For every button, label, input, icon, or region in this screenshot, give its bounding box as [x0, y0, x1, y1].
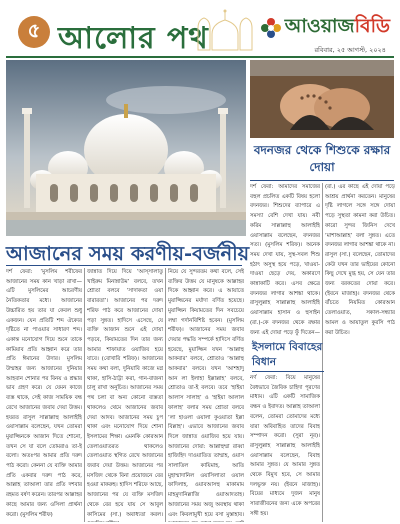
- mosque-illustration-icon: [6, 60, 246, 236]
- column-divider: [165, 268, 166, 522]
- section-title: আলোর পথ: [58, 21, 209, 56]
- mosque-ornament-icon: [190, 8, 260, 54]
- main-article-column-3: নিয়ে যে সুন্দরতম কথা বলে, সেই ব্যক্তির উত্তম যে মানুষকে আল্লাহর দিকে আহ্বান করে। এ আয়াতে মুয়াজ্জিনের মর্যাদা বর্ণিত হয়েছে। মুয়াজ্জিন কিয়ামতের দিন সবচেয়ে লম্বা গর্দানবিশিষ্ট হবেন। (মুসলিম শরীফ)। আজানের সময় জবাব দেয়ার পদ্ধতি সম্পর্কে হাদিসে বর্ণিত হয়েছে, মুয়াজ্জিন যখন ‘আল্লাহু আকবার’ বলবে, শ্রোতাও ‘আল্লাহু আকবার’ বলবে। যখন ‘আশহাদু আন লা ইলাহা ইল্লাল্লাহ’ বলবে, শ্রোতাও তা-ই বলবে। তবে ‘হাইয়া আলাস সালাহ’ ও ‘হাইয়া আলাল ফালাহ’ বলার সময় শ্রোতা বলবে ‘লা হাওলা ওয়ালা কুওয়াতা ইল্লা বিল্লাহ’। এভাবে আজানের জবাব দিলে জান্নাত ওয়াজিব হয়ে যায়। আজানের দোয়া: আল্লাহুম্মা রাব্বা হাজিহিদ দাওয়াতিত তাম্মাহ, ওয়াস সালাতিল কায়িমাহ, আতি মুহাম্মাদানিল ওয়াসিলাতা ওয়াল ফাদিলাহ, ওয়াবআসহু মাকামাম মাহমুদানিল্লাজি ওয়াআদতাহ। আজানের সময় অজু অবস্থায় থাকা এবং কিবলামুখী হয়ে বসা মুস্তাহাব।: [168, 269, 244, 518]
- main-headline-underline: [6, 265, 242, 266]
- page-number-badge: ৫: [18, 16, 50, 48]
- marriage-headline-underline: [252, 371, 324, 372]
- dua-article-column-right: (রা.) এর কাছে এই দোয়া পড়ে আশ্রয় প্রার্থনা করতেন। মানুষের দৃষ্টি লাগলে সঙ্গে সঙ্গে দোয়া পড়ে সুস্থতা কামনা করা উচিত। কারো সুন্দর জিনিস দেখে ‘মাশাআল্লাহ’ বলা সুন্নত। এতে বদনজর লাগার আশঙ্কা থাকে না। রাসুল (সা.) বলেছেন, তোমাদের কেউ যখন তার ভাইয়ের কোনো কিছু দেখে মুগ্ধ হয়, সে যেন তার জন্য বরকতের দোয়া করে। (ইবনে মাজাহ)। বদনজর থেকে বাঁচতে নিয়মিত কোরআন তেলাওয়াত, সকাল-সন্ধ্যার আমল ও আয়াতুল কুরসি পাঠ করা উচিত।: [325, 184, 395, 336]
- brand-name: আওয়াজবিডি: [284, 15, 390, 37]
- dua-headline-underline: [250, 180, 394, 181]
- praying-hands-photo: [250, 60, 394, 138]
- brand-logo: [259, 12, 390, 44]
- marriage-article-column-left: নর্ণ ফেরা: বিয়ে মানুষের বৈধভাবে জৈবিক চাহিদা পূরণের মাধ্যম। এটি একটি সামাজিক বন্ধন ও ইবাদত। আল্লাহ তাআলা বলেন, তোমরা তোমাদের মধ্যে যারা অবিবাহিত তাদের বিবাহ সম্পাদন করো। (সুরা নূর)। রাসুলুল্লাহ সাল্লাল্লাহু আলাইহি ওয়াসাল্লাম বলেছেন, বিবাহ আমার সুন্নত। যে আমার সুন্নত থেকে বিমুখ হবে, সে আমার দলভুক্ত নয়। (ইবনে মাজাহ)। বিয়ের মাধ্যমে দুজন মানুষ সারাজীবনের জন্য একে অপরের সঙ্গী হয়।: [250, 375, 320, 517]
- header-divider: [6, 56, 394, 58]
- dua-article-column-left: দর্শ ফেরা: আমাদের সমাজের বহুল প্রচলিত একটি বিষয় হলো বদনজর। শিশুদের ব্যাপারে এ সমস্যা বেশি দেখা যায়। নবী করিম সাল্লাল্লাহু আলাইহি ওয়াসাল্লাম বলেছেন, বদনজর সত্য। (মুসলিম শরিফ)। অনেক সময় দেখা যায়, সুস্থ-সবল শিশু হঠাৎ অসুস্থ হয়ে পড়ে, খাওয়া-দাওয়া ছেড়ে দেয়, অকারণে কান্নাকাটি করে। এসব ক্ষেত্রে বদনজর লাগার আশঙ্কা থাকে। রাসুলুল্লাহ সাল্লাল্লাহু আলাইহি ওয়াসাল্লাম হাসান ও হুসাইন (রা.)-কে বদনজর থেকে রক্ষার জন্য এই দোয়া পড়ে ফুঁ দিতেন—: [250, 184, 320, 336]
- praying-hands-icon: [250, 60, 394, 138]
- publication-date: রবিবার, ২৫ আগস্ট, ২০২৪: [314, 46, 386, 54]
- marriage-article-headline: ইসলামে বিবাহের বিধান: [252, 341, 323, 368]
- dua-article-headline: বদনজর থেকে শিশুকে রক্ষার দোয়া: [253, 143, 391, 174]
- flower-logo-icon: [259, 16, 283, 40]
- column-divider: [84, 268, 85, 522]
- mosque-photo: [6, 60, 246, 236]
- main-article-column-1: দর্শ ফেরা: ‘মুসলিম শরীফের আজানের সময় কান খাড়া রাখা—এটি মুসলিমের আচরণীয় নৈতিকতার মধ্যে। আজানের উচ্চারিত হয় তার যা কেবল শুধু একজন। যেন প্রতিটি শব্দ ঐক্যের দৃষ্টিতে না পাওয়ার সাধারণ শব্দ। একান্ত মনোযোগ দিয়ে শুনে তাকে কামিয়াব প্রতি আহ্বান করে তার প্রতি ঈমানের উদার। মুসলিম উম্মাহর জন্য আজানের দুনিয়ার আহবান শোনার পর বিনয় ও শ্রদ্ধার ভাব গ্রহণ করে। যে যেমন কাজে ব্যস্ত থাকে, সেই কাজ সাময়িক বন্ধ রেখে আজানের জবাব দেয়া উত্তম। হযরত রাসুল সাল্লাল্লাহু আলাইহি ওয়াসাল্লাম বলেছেন, যখন তোমরা মুয়াজ্জিনকে আজান দিতে শোনো, তখন সে যা বলে তোমরাও তা-ই বলো। অতঃপর আমার প্রতি দরুদ পাঠ করো। কেননা যে ব্যক্তি আমার প্রতি একবার দরুদ পাঠ করে, আল্লাহ তাআলা তার প্রতি দশবার রহমত বর্ষণ করেন। তারপর আল্লাহর কাছে আমার জন্য ওসিলা প্রার্থনা করো। (মুসলিম শরীফ): [6, 269, 82, 518]
- main-article-column-2: জান্নাত দিয়ে দিয়ে ‘আস্সালাতু খাইরুম মিনান্নাউম’ বলবে, তখন শ্রোতা বলবে ‘সাদাকতা ওয়া বারারতা’। আজানের পর দরুদ শরিফ পাঠ করে আজানের দোয়া পড়া সুন্নত। হাদিসে এসেছে, যে ব্যক্তি আজান শুনে এই দোয়া পড়বে, কিয়ামতের দিন তার জন্য আমার শাফায়াত ওয়াজিব হয়ে যাবে। (বোখারি শরিফ)। আজানের সময় কথা বলা, দুনিয়াবি কাজে মগ্ন থাকা, হাসি-ঠাট্টা করা, গান-বাজনা চালু রাখা অনুচিত। আজানের সময় পথ চলা বা অন্য কোনো ব্যস্ততা থাকলেও থেমে আজানের জবাব দেয়া আদব। আজানের সময় চুপ থাকা এবং মনোযোগ দিয়ে শোনা ইসলামের শিক্ষা। এমনকি কোরআন তেলাওয়াতরত থাকলেও তেলাওয়াত স্থগিত রেখে আজানের জবাব দেয়া উত্তম। আজানের পর মসজিদ থেকে বিনা প্রয়োজনে বের হওয়া মাকরুহ। হাদিস শরিফে আছে, আজানের পর যে ব্যক্তি মসজিদ থেকে বের হয়ে যায় সে আবুল কাসিমের (সা.) অবাধ্যতা করল।: [87, 269, 163, 518]
- main-article-headline: আজানের সময় করণীয়-বর্জনীয়: [6, 242, 250, 265]
